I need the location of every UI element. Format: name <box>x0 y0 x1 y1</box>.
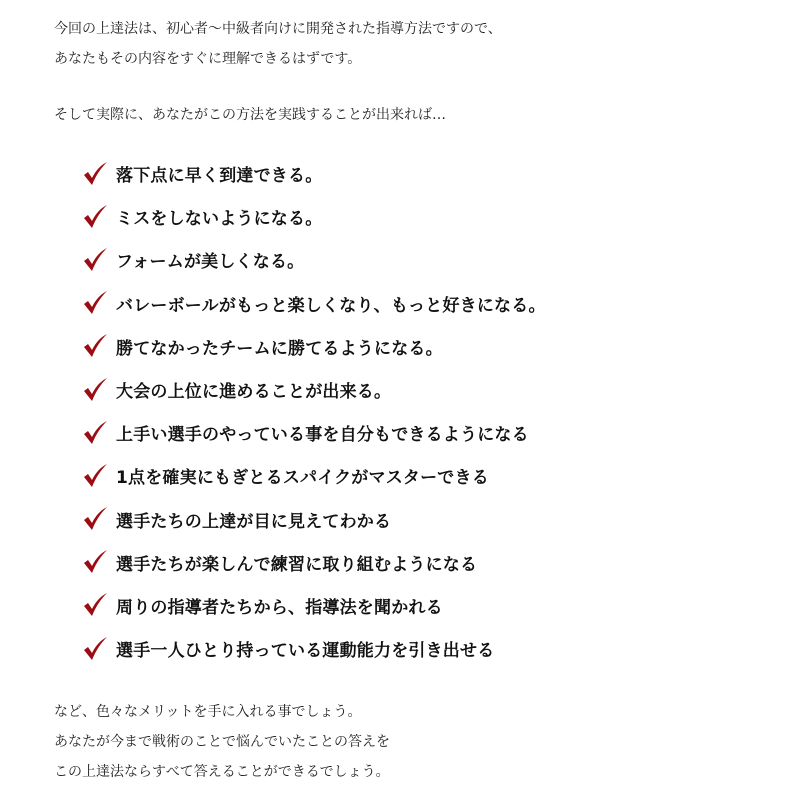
benefit-item <box>82 584 546 627</box>
benefit-item <box>82 498 546 541</box>
check-mark-icon <box>82 549 108 575</box>
check-mark-icon <box>82 636 108 662</box>
intro-line-1: 今回の上達法は、初心者〜中級者向けに開発された指導方法ですので、 <box>54 21 502 37</box>
benefit-item <box>82 325 546 368</box>
outro-line-3: この上達法ならすべて答えることができるでしょう。 <box>54 764 390 780</box>
check-mark-icon <box>82 463 108 489</box>
benefit-text: 勝てなかったチームに勝てるようになる。 <box>116 338 443 359</box>
benefit-item <box>82 152 546 195</box>
benefit-item <box>82 541 546 584</box>
benefit-text: 1点を確実にもぎとるスパイクがマスターできる <box>116 468 489 489</box>
intro-paragraph <box>54 14 502 74</box>
check-mark-icon <box>82 333 108 359</box>
benefit-item <box>82 454 546 497</box>
outro-paragraph <box>54 697 390 787</box>
benefit-item <box>82 368 546 411</box>
intro-line-2: あなたもその内容をすぐに理解できるはずです。 <box>54 51 362 67</box>
benefit-text: 落下点に早く到達できる。 <box>116 166 323 187</box>
benefit-text: 大会の上位に進めることが出来る。 <box>116 382 392 403</box>
check-mark-icon <box>82 377 108 403</box>
benefit-item <box>82 238 546 281</box>
outro-line-1: など、色々なメリットを手に入れる事でしょう。 <box>54 704 362 720</box>
check-mark-icon <box>82 290 108 316</box>
check-mark-icon <box>82 161 108 187</box>
benefit-text: 上手い選手のやっている事を自分もできるようになる <box>116 425 529 446</box>
benefit-text: バレーボールがもっと楽しくなり、もっと好きになる。 <box>116 295 546 316</box>
benefit-text: 選手一人ひとり持っている運動能力を引き出せる <box>116 641 495 662</box>
check-mark-icon <box>82 592 108 618</box>
benefit-item <box>82 195 546 238</box>
lead-paragraph <box>54 100 446 130</box>
benefit-text: フォームが美しくなる。 <box>116 252 305 273</box>
check-mark-icon <box>82 420 108 446</box>
benefit-text: ミスをしないようになる。 <box>116 209 323 230</box>
benefit-item <box>82 627 546 670</box>
benefit-text: 周りの指導者たちから、指導法を聞かれる <box>116 597 443 618</box>
check-mark-icon <box>82 506 108 532</box>
lead-line: そして実際に、あなたがこの方法を実践することが出来れば… <box>54 107 446 123</box>
check-mark-icon <box>82 204 108 230</box>
benefit-list <box>82 152 546 670</box>
check-mark-icon <box>82 247 108 273</box>
benefit-item <box>82 282 546 325</box>
outro-line-2: あなたが今まで戦術のことで悩んでいたことの答えを <box>54 734 390 750</box>
benefit-text: 選手たちの上達が目に見えてわかる <box>116 511 392 532</box>
benefit-item <box>82 411 546 454</box>
benefit-text: 選手たちが楽しんで練習に取り組むようになる <box>116 554 478 575</box>
